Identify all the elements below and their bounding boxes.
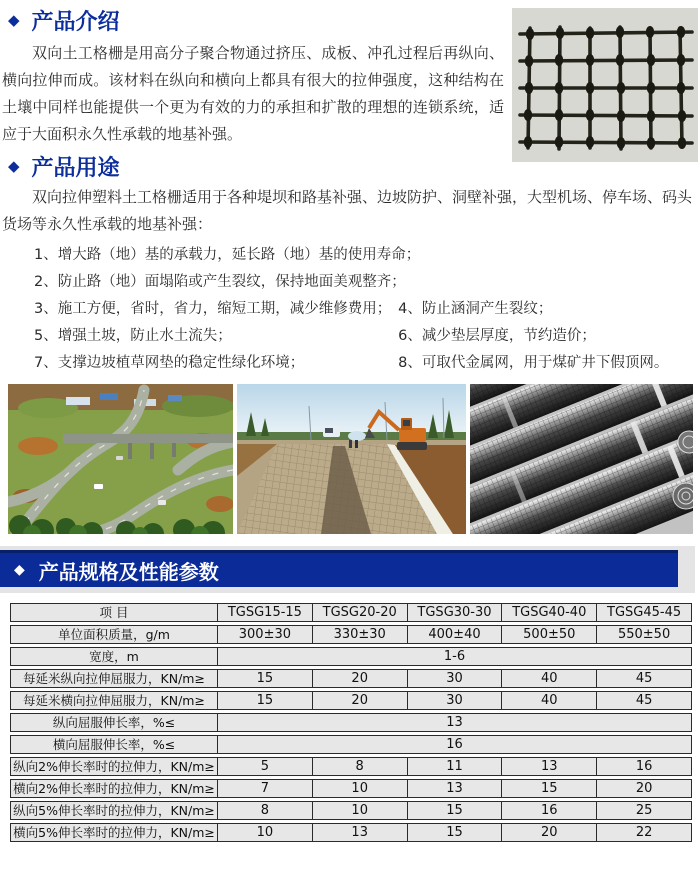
- diamond-bullet-icon: ◆: [14, 562, 25, 578]
- intro-heading-text: 产品介绍: [31, 9, 120, 35]
- spec-value: 330±30: [313, 625, 408, 644]
- spec-header-model: TGSG20-20: [313, 603, 408, 622]
- spec-value: 45: [597, 691, 692, 710]
- specs-banner: [0, 550, 678, 587]
- spec-value: 45: [597, 669, 692, 688]
- spec-value: 40: [502, 669, 597, 688]
- highway-interchange-photo: [8, 384, 233, 534]
- spec-table-body: [10, 603, 692, 842]
- spec-row-label: 横向屈服伸长率，%≤: [10, 735, 218, 754]
- spec-value: 15: [408, 823, 503, 842]
- spec-value: 500±50: [502, 625, 597, 644]
- intro-paragraph: 双向土工格栅是用高分子聚合物通过挤压、成板、冲孔过程后再纵向、横向拉伸而成。该材料在纵向和横向上都具有很大的拉伸强度，这种结构在土壤中同样也能提供一个更为有效的力的承担和扩散的理想的连锁系统，适应于大面积永久性承载的地基补强。: [2, 44, 504, 143]
- spec-row: [10, 823, 692, 842]
- spec-row-label: 每延米纵向拉伸屈服力，KN/m≥: [10, 669, 218, 688]
- spec-value: 15: [502, 779, 597, 798]
- usage-item: 3、施工方便，省时，省力，缩短工期，减少维修费用；: [34, 301, 392, 317]
- spec-row-label: 纵向5%伸长率时的拉伸力，KN/m≥: [10, 801, 218, 820]
- spec-value: 40: [502, 691, 597, 710]
- spec-value: 16: [502, 801, 597, 820]
- spec-merged-value: 1-6: [218, 647, 692, 666]
- spec-value: 11: [408, 757, 503, 776]
- spec-value: 300±30: [218, 625, 313, 644]
- spec-value: 20: [313, 691, 408, 710]
- spec-merged-value: 13: [218, 713, 692, 732]
- diamond-bullet-icon: ◆: [8, 10, 20, 29]
- spec-value: 15: [218, 669, 313, 688]
- spec-row: [10, 625, 692, 644]
- usage-list: [34, 246, 696, 372]
- spec-value: 10: [313, 801, 408, 820]
- spec-row: [10, 801, 692, 820]
- spec-value: 15: [408, 801, 503, 820]
- spec-row: [10, 779, 692, 798]
- spec-header-model: TGSG15-15: [218, 603, 313, 622]
- usage-heading-text: 产品用途: [31, 155, 120, 181]
- spec-row-label: 横向5%伸长率时的拉伸力，KN/m≥: [10, 823, 218, 842]
- usage-item: 6、减少垫层厚度，节约造价；: [398, 328, 596, 344]
- spec-value: 15: [218, 691, 313, 710]
- spec-value: 8: [313, 757, 408, 776]
- spec-value: 8: [218, 801, 313, 820]
- specs-heading-text: 产品规格及性能参数: [38, 559, 219, 584]
- usage-paragraph: 双向拉伸塑料土工格栅适用于各种堤坝和路基补强、边坡防护、洞壁补强，大型机场、停车场、码头货场等永久性承载的地基补强：: [2, 188, 693, 233]
- diamond-bullet-icon: ◆: [8, 156, 20, 175]
- spec-row: [10, 757, 692, 776]
- usage-item: 1、增大路（地）基的承载力，延长路（地）基的使用寿命；: [34, 247, 421, 263]
- spec-row: [10, 713, 692, 732]
- spec-header-label: 项 目: [10, 603, 218, 622]
- specs-banner-wrap: [0, 546, 695, 593]
- spec-row-label: 每延米横向拉伸屈服力，KN/m≥: [10, 691, 218, 710]
- spec-value: 13: [313, 823, 408, 842]
- spec-header-row: [10, 603, 692, 622]
- spec-value: 20: [313, 669, 408, 688]
- spec-table: [10, 600, 692, 845]
- spec-row-label: 横向2%伸长率时的拉伸力，KN/m≥: [10, 779, 218, 798]
- spec-value: 7: [218, 779, 313, 798]
- usage-item: 2、防止路（地）面塌陷或产生裂纹，保持地面美观整齐；: [34, 274, 406, 290]
- spec-value: 13: [502, 757, 597, 776]
- photo-strip: [8, 384, 696, 534]
- spec-merged-value: 16: [218, 735, 692, 754]
- spec-value: 400±40: [408, 625, 503, 644]
- spec-header-model: TGSG30-30: [408, 603, 503, 622]
- spec-value: 20: [502, 823, 597, 842]
- construction-site-photo: [237, 384, 466, 534]
- usage-item: 4、防止涵洞产生裂纹；: [398, 301, 553, 317]
- spec-value: 16: [597, 757, 692, 776]
- geogrid-rolls-photo: [470, 384, 693, 534]
- spec-value: 30: [408, 691, 503, 710]
- spec-value: 13: [408, 779, 503, 798]
- spec-row-label: 纵向屈服伸长率，%≤: [10, 713, 218, 732]
- spec-value: 550±50: [597, 625, 692, 644]
- spec-row: [10, 691, 692, 710]
- spec-value: 5: [218, 757, 313, 776]
- biaxial-geogrid-sample-photo: [512, 8, 698, 162]
- usage-item: 8、可取代金属网，用于煤矿井下假顶网。: [398, 355, 669, 371]
- spec-row: [10, 669, 692, 688]
- spec-value: 20: [597, 779, 692, 798]
- spec-row: [10, 647, 692, 666]
- spec-row: [10, 735, 692, 754]
- usage-item: 5、增强土坡，防止水土流失；: [34, 328, 232, 344]
- spec-value: 25: [597, 801, 692, 820]
- spec-value: 30: [408, 669, 503, 688]
- spec-row-label: 宽度，m: [10, 647, 218, 666]
- spec-header-model: TGSG40-40: [502, 603, 597, 622]
- spec-value: 10: [313, 779, 408, 798]
- spec-value: 10: [218, 823, 313, 842]
- usage-item: 7、支撑边坡植草网垫的稳定性绿化环境；: [34, 355, 305, 371]
- spec-value: 22: [597, 823, 692, 842]
- spec-row-label: 纵向2%伸长率时的拉伸力，KN/m≥: [10, 757, 218, 776]
- spec-row-label: 单位面积质量，g/m: [10, 625, 218, 644]
- spec-header-model: TGSG45-45: [597, 603, 692, 622]
